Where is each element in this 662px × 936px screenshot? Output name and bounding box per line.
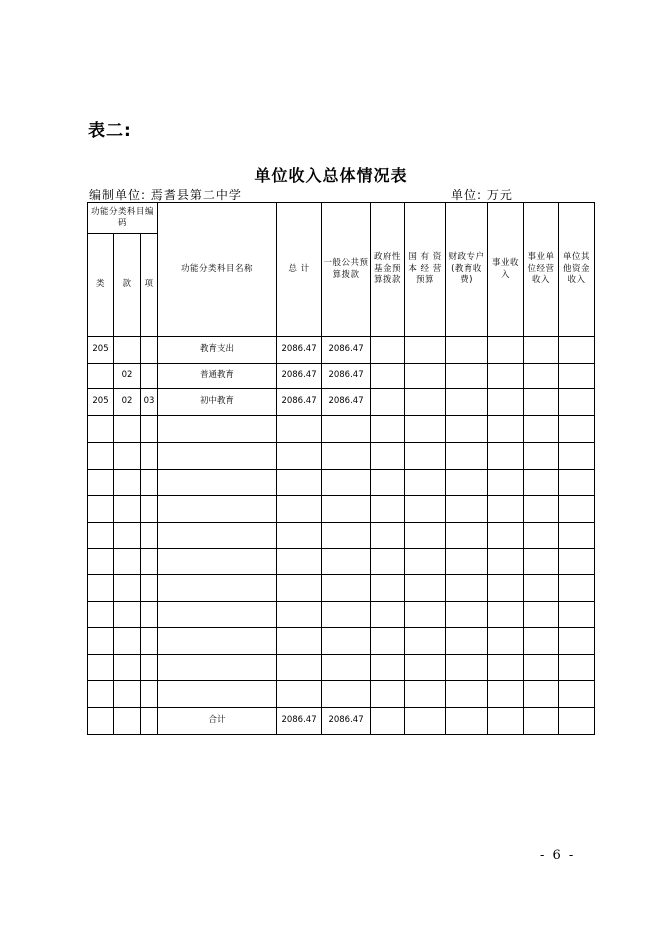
cell-total: 2086.47: [277, 364, 322, 389]
cell-empty: [405, 681, 446, 708]
cell-empty: [559, 681, 595, 708]
table-row: [88, 389, 595, 416]
cell-empty: [371, 496, 405, 523]
cell-xiang: [141, 470, 158, 496]
cell-total: [277, 655, 322, 681]
cell-lei: [88, 681, 114, 708]
table-row: [88, 337, 595, 364]
cell-empty: [559, 708, 595, 735]
header-total: 总 计: [277, 203, 322, 337]
cell-empty: [524, 470, 559, 496]
cell-xiang: [141, 681, 158, 708]
cell-empty: [446, 549, 488, 575]
cell-func-name: [158, 496, 277, 523]
cell-empty: [488, 602, 524, 628]
cell-empty: [488, 523, 524, 549]
cell-lei: [88, 575, 114, 602]
header-func-code-group: 功能分类科目编码: [88, 203, 158, 234]
cell-lei: [88, 655, 114, 681]
cell-empty: [88, 708, 114, 735]
total-row-total: 2086.47: [277, 708, 322, 735]
unit-label: 单位: 万元: [451, 188, 513, 202]
cell-empty: [371, 416, 405, 443]
cell-general-public-budget: [322, 575, 371, 602]
cell-lei: [88, 364, 114, 389]
cell-func-name: [158, 575, 277, 602]
cell-lei: [88, 416, 114, 443]
header-func-name: 功能分类科目名称: [158, 203, 277, 337]
cell-empty: [405, 496, 446, 523]
cell-empty: [405, 602, 446, 628]
cell-total: [277, 523, 322, 549]
cell-total: 2086.47: [277, 337, 322, 364]
cell-kuan: 02: [114, 364, 141, 389]
cell-kuan: 02: [114, 389, 141, 416]
cell-xiang: 03: [141, 389, 158, 416]
cell-empty: [446, 416, 488, 443]
cell-empty: [405, 549, 446, 575]
cell-empty: [371, 443, 405, 470]
cell-xiang: [141, 628, 158, 655]
cell-empty: [559, 628, 595, 655]
cell-xiang: [141, 443, 158, 470]
cell-total: [277, 443, 322, 470]
cell-empty: [559, 389, 595, 416]
table-row: [88, 628, 595, 655]
cell-general-public-budget: [322, 602, 371, 628]
cell-lei: 205: [88, 389, 114, 416]
org-label: 编制单位: 焉耆县第二中学: [89, 188, 242, 202]
table-row: [88, 655, 595, 681]
cell-total: [277, 575, 322, 602]
cell-empty: [405, 470, 446, 496]
cell-kuan: [114, 681, 141, 708]
cell-empty: [488, 681, 524, 708]
table-row: [88, 602, 595, 628]
cell-empty: [446, 496, 488, 523]
cell-empty: [488, 364, 524, 389]
cell-general-public-budget: [322, 443, 371, 470]
total-row: [88, 708, 595, 735]
cell-func-name: [158, 681, 277, 708]
cell-empty: [405, 708, 446, 735]
cell-empty: [559, 523, 595, 549]
cell-general-public-budget: [322, 416, 371, 443]
cell-xiang: [141, 549, 158, 575]
cell-empty: [405, 364, 446, 389]
table-row: [88, 364, 595, 389]
cell-kuan: [114, 470, 141, 496]
cell-empty: [405, 575, 446, 602]
cell-empty: [371, 364, 405, 389]
cell-xiang: [141, 575, 158, 602]
cell-empty: [524, 549, 559, 575]
cell-func-name: [158, 655, 277, 681]
header-other-income: 单位其他资金收入: [559, 203, 595, 337]
cell-lei: [88, 628, 114, 655]
cell-xiang: [141, 602, 158, 628]
cell-empty: [446, 602, 488, 628]
cell-general-public-budget: 2086.47: [322, 337, 371, 364]
cell-general-public-budget: [322, 628, 371, 655]
cell-func-name: 初中教育: [158, 389, 277, 416]
cell-total: [277, 549, 322, 575]
cell-empty: [559, 443, 595, 470]
header-row-1: [88, 203, 595, 234]
cell-empty: [488, 337, 524, 364]
cell-empty: [524, 575, 559, 602]
table-row: [88, 470, 595, 496]
cell-func-name: [158, 628, 277, 655]
cell-empty: [446, 575, 488, 602]
table-row: [88, 416, 595, 443]
header-xiang: 项: [141, 234, 158, 337]
cell-empty: [524, 337, 559, 364]
total-row-label: 合计: [158, 708, 277, 735]
cell-kuan: [114, 443, 141, 470]
cell-empty: [524, 628, 559, 655]
cell-empty: [559, 549, 595, 575]
cell-empty: [559, 496, 595, 523]
cell-empty: [371, 523, 405, 549]
income-summary-table: [87, 202, 595, 735]
cell-empty: [488, 708, 524, 735]
cell-empty: [559, 337, 595, 364]
cell-empty: [488, 443, 524, 470]
header-state-capital-budget: 国 有 资 本 经 营 预算: [405, 203, 446, 337]
cell-kuan: [114, 416, 141, 443]
cell-empty: [488, 575, 524, 602]
cell-xiang: [141, 496, 158, 523]
cell-empty: [405, 443, 446, 470]
cell-func-name: [158, 602, 277, 628]
cell-empty: [488, 470, 524, 496]
cell-func-name: [158, 523, 277, 549]
cell-general-public-budget: [322, 655, 371, 681]
cell-general-public-budget: [322, 549, 371, 575]
cell-empty: [141, 708, 158, 735]
total-row-general-public-budget: 2086.47: [322, 708, 371, 735]
cell-empty: [371, 708, 405, 735]
cell-lei: [88, 523, 114, 549]
cell-total: 2086.47: [277, 389, 322, 416]
cell-total: [277, 602, 322, 628]
cell-empty: [488, 389, 524, 416]
cell-xiang: [141, 523, 158, 549]
cell-empty: [488, 416, 524, 443]
cell-total: [277, 496, 322, 523]
cell-func-name: [158, 416, 277, 443]
cell-empty: [446, 523, 488, 549]
cell-empty: [371, 655, 405, 681]
cell-empty: [524, 416, 559, 443]
table-row: [88, 523, 595, 549]
cell-lei: [88, 602, 114, 628]
cell-general-public-budget: [322, 681, 371, 708]
cell-total: [277, 681, 322, 708]
cell-func-name: [158, 443, 277, 470]
cell-general-public-budget: 2086.47: [322, 364, 371, 389]
cell-kuan: [114, 549, 141, 575]
cell-empty: [446, 389, 488, 416]
cell-empty: [488, 628, 524, 655]
cell-empty: [446, 470, 488, 496]
cell-empty: [524, 389, 559, 416]
table-row: [88, 549, 595, 575]
section-label: 表二:: [88, 121, 132, 141]
cell-empty: [446, 628, 488, 655]
cell-general-public-budget: [322, 470, 371, 496]
cell-xiang: [141, 364, 158, 389]
cell-xiang: [141, 416, 158, 443]
cell-empty: [405, 628, 446, 655]
cell-lei: [88, 443, 114, 470]
cell-empty: [405, 389, 446, 416]
cell-empty: [371, 628, 405, 655]
cell-empty: [446, 337, 488, 364]
cell-kuan: [114, 602, 141, 628]
cell-empty: [371, 681, 405, 708]
cell-empty: [488, 655, 524, 681]
header-business-unit-operating: 事业单位经营收入: [524, 203, 559, 337]
cell-total: [277, 628, 322, 655]
cell-empty: [524, 523, 559, 549]
cell-empty: [405, 655, 446, 681]
table-row: [88, 681, 595, 708]
header-lei: 类: [88, 234, 114, 337]
cell-empty: [405, 337, 446, 364]
cell-empty: [524, 681, 559, 708]
table-row: [88, 443, 595, 470]
cell-total: [277, 416, 322, 443]
cell-lei: 205: [88, 337, 114, 364]
cell-empty: [559, 416, 595, 443]
cell-xiang: [141, 337, 158, 364]
cell-kuan: [114, 628, 141, 655]
cell-lei: [88, 549, 114, 575]
cell-general-public-budget: [322, 523, 371, 549]
header-business-income: 事业收入: [488, 203, 524, 337]
cell-empty: [405, 523, 446, 549]
cell-func-name: 普通教育: [158, 364, 277, 389]
cell-kuan: [114, 523, 141, 549]
cell-lei: [88, 496, 114, 523]
cell-func-name: [158, 470, 277, 496]
cell-empty: [524, 602, 559, 628]
cell-empty: [446, 443, 488, 470]
cell-empty: [524, 364, 559, 389]
cell-general-public-budget: [322, 496, 371, 523]
cell-kuan: [114, 575, 141, 602]
cell-empty: [524, 496, 559, 523]
table-title: 单位收入总体情况表: [254, 166, 408, 185]
cell-empty: [524, 443, 559, 470]
cell-empty: [559, 470, 595, 496]
cell-empty: [488, 549, 524, 575]
header-fiscal-special: 财政专户(教育收费): [446, 203, 488, 337]
cell-empty: [524, 655, 559, 681]
cell-empty: [488, 496, 524, 523]
cell-empty: [371, 337, 405, 364]
cell-empty: [371, 575, 405, 602]
cell-xiang: [141, 655, 158, 681]
cell-empty: [371, 602, 405, 628]
header-gov-fund-budget: 政府性基金预算拨款: [371, 203, 405, 337]
cell-empty: [371, 549, 405, 575]
cell-func-name: 教育支出: [158, 337, 277, 364]
cell-empty: [559, 655, 595, 681]
cell-empty: [114, 708, 141, 735]
cell-empty: [559, 575, 595, 602]
cell-empty: [446, 364, 488, 389]
cell-kuan: [114, 337, 141, 364]
cell-empty: [446, 681, 488, 708]
table-row: [88, 575, 595, 602]
cell-empty: [371, 389, 405, 416]
cell-empty: [559, 602, 595, 628]
cell-empty: [405, 416, 446, 443]
cell-lei: [88, 470, 114, 496]
header-kuan: 款: [114, 234, 141, 337]
cell-total: [277, 470, 322, 496]
cell-empty: [446, 708, 488, 735]
cell-kuan: [114, 496, 141, 523]
cell-empty: [559, 364, 595, 389]
header-general-public-budget: 一般公共预算拨款: [322, 203, 371, 337]
cell-general-public-budget: 2086.47: [322, 389, 371, 416]
cell-empty: [446, 655, 488, 681]
cell-empty: [371, 470, 405, 496]
cell-kuan: [114, 655, 141, 681]
page-number: - 6 -: [540, 848, 576, 863]
cell-empty: [524, 708, 559, 735]
table-row: [88, 496, 595, 523]
cell-func-name: [158, 549, 277, 575]
